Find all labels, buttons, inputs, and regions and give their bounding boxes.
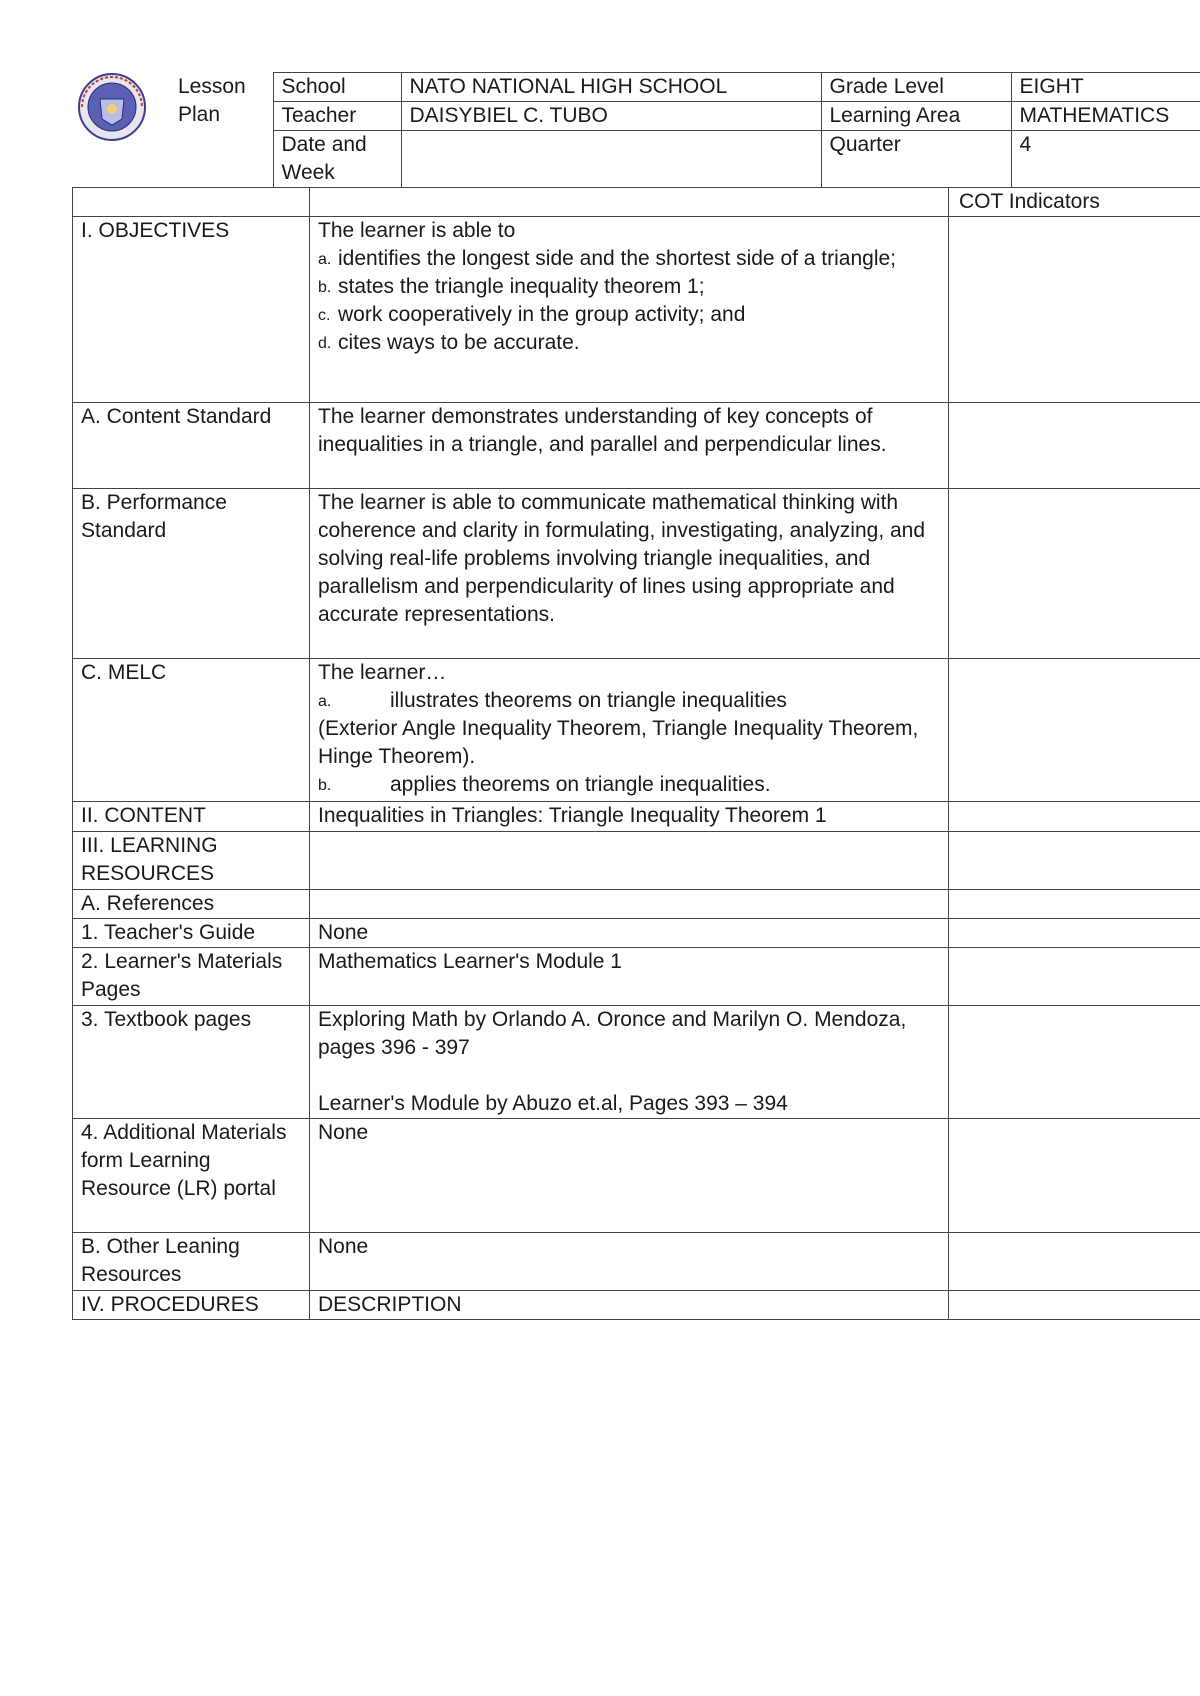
learners-materials-label: 2. Learner's Materials Pages xyxy=(73,948,310,1006)
melc-label: C. MELC xyxy=(73,659,310,802)
list-text: cites ways to be accurate. xyxy=(338,331,580,354)
list-text: applies theorems on triangle inequalities. xyxy=(390,773,771,796)
additional-materials-value: None xyxy=(310,1119,949,1233)
list-text: identifies the longest side and the shortest side of a triangle; xyxy=(338,247,897,270)
blank-cell xyxy=(310,188,949,217)
cot-cell xyxy=(949,832,1200,890)
spacer xyxy=(318,1062,940,1090)
lesson-table xyxy=(72,187,1200,1320)
melc-cell xyxy=(310,659,949,802)
deped-seal-icon xyxy=(72,73,152,141)
table-row xyxy=(73,1119,1200,1233)
table-row xyxy=(73,659,1200,802)
melc-intro: The learner… xyxy=(318,661,447,684)
table-row xyxy=(73,802,1200,832)
school-value: NATO NATIONAL HIGH SCHOOL xyxy=(401,73,821,102)
objectives-label: I. OBJECTIVES xyxy=(73,217,310,403)
performance-standard-label: B. Performance Standard xyxy=(73,489,310,659)
list-text: work cooperatively in the group activity; and xyxy=(338,303,746,326)
cot-cell xyxy=(949,1006,1200,1119)
teacher-label: Teacher xyxy=(273,102,401,131)
quarter-label: Quarter xyxy=(821,131,1011,188)
table-row xyxy=(73,489,1200,659)
doc-title: Lesson Plan xyxy=(178,74,246,126)
list-marker: a. xyxy=(318,693,332,710)
learners-materials-value: Mathematics Learner's Module 1 xyxy=(310,948,949,1006)
list-text: illustrates theorems on triangle inequalities xyxy=(390,689,787,712)
list-marker: b. xyxy=(318,279,332,296)
table-row xyxy=(73,188,1200,217)
grade-level-value: EIGHT xyxy=(1011,73,1200,102)
learning-area-value: MATHEMATICS xyxy=(1011,102,1200,131)
references-label: A. References xyxy=(73,890,310,919)
learning-resources-label: III. LEARNING RESOURCES xyxy=(73,832,310,890)
textbook-line-2: Learner's Module by Abuzo et.al, Pages 393 – 394 xyxy=(318,1092,788,1115)
cot-cell xyxy=(949,890,1200,919)
header-table xyxy=(72,72,1200,188)
cot-cell xyxy=(949,948,1200,1006)
content-text: Inequalities in Triangles: Triangle Inequality Theorem 1 xyxy=(310,802,949,832)
list-marker: d. xyxy=(318,335,332,352)
cot-cell xyxy=(949,403,1200,489)
date-week-label: Date and Week xyxy=(273,131,401,188)
blank-cell xyxy=(310,832,949,890)
melc-continuation: (Exterior Angle Inequality Theorem, Triangle Inequality Theorem, Hinge Theorem). xyxy=(318,717,919,768)
cot-cell xyxy=(949,802,1200,832)
date-week-value xyxy=(401,131,821,188)
cot-cell xyxy=(949,217,1200,403)
table-row xyxy=(73,1233,1200,1291)
cot-cell xyxy=(949,1291,1200,1320)
teachers-guide-value: None xyxy=(310,919,949,948)
list-item xyxy=(318,329,940,357)
list-item xyxy=(318,771,940,799)
content-label: II. CONTENT xyxy=(73,802,310,832)
list-marker: a. xyxy=(318,251,332,268)
content-standard-text: The learner demonstrates understanding of key concepts of inequalities in a triangle, and parallel and perpendicular lines. xyxy=(310,403,949,489)
table-row xyxy=(73,919,1200,948)
cot-indicators-header: COT Indicators xyxy=(949,188,1200,217)
grade-level-label: Grade Level xyxy=(821,73,1011,102)
table-row xyxy=(73,217,1200,403)
list-item xyxy=(318,687,940,715)
logo-cell xyxy=(72,73,273,188)
blank-cell xyxy=(310,890,949,919)
cot-cell xyxy=(949,1233,1200,1291)
list-text: states the triangle inequality theorem 1; xyxy=(338,275,705,298)
quarter-value: 4 xyxy=(1011,131,1200,188)
teachers-guide-label: 1. Teacher's Guide xyxy=(73,919,310,948)
objectives-cell xyxy=(310,217,949,403)
cot-cell xyxy=(949,489,1200,659)
blank-cell xyxy=(73,188,310,217)
list-marker: b. xyxy=(318,777,332,794)
content-standard-label: A. Content Standard xyxy=(73,403,310,489)
cot-cell xyxy=(949,919,1200,948)
performance-standard-text: The learner is able to communicate mathematical thinking with coherence and clarity in formulating, investigating, analyzing, and solving real-life problems involving triangle inequalities, and parallelism and perpendicularity of lines using appropriate and accurate representations. xyxy=(310,489,949,659)
list-item xyxy=(318,301,940,329)
procedures-value: DESCRIPTION xyxy=(310,1291,949,1320)
table-row xyxy=(73,832,1200,890)
textbook-pages-cell xyxy=(310,1006,949,1119)
learning-area-label: Learning Area xyxy=(821,102,1011,131)
textbook-line-1: Exploring Math by Orlando A. Oronce and Marilyn O. Mendoza, pages 396 - 397 xyxy=(318,1008,907,1059)
cot-cell xyxy=(949,659,1200,802)
list-marker: c. xyxy=(318,307,331,324)
objectives-intro: The learner is able to xyxy=(318,219,516,242)
table-row xyxy=(73,948,1200,1006)
list-item xyxy=(318,273,940,301)
textbook-pages-label: 3. Textbook pages xyxy=(73,1006,310,1119)
table-row xyxy=(73,403,1200,489)
table-row xyxy=(73,1006,1200,1119)
school-label: School xyxy=(273,73,401,102)
table-row xyxy=(73,890,1200,919)
list-item xyxy=(318,245,940,273)
cot-cell xyxy=(949,1119,1200,1233)
other-resources-value: None xyxy=(310,1233,949,1291)
lesson-plan-page xyxy=(72,72,1200,1320)
table-row xyxy=(73,1291,1200,1320)
other-resources-label: B. Other Leaning Resources xyxy=(73,1233,310,1291)
additional-materials-label: 4. Additional Materials form Learning Resource (LR) portal xyxy=(73,1119,310,1233)
teacher-value: DAISYBIEL C. TUBO xyxy=(401,102,821,131)
objectives-list xyxy=(318,245,940,357)
procedures-label: IV. PROCEDURES xyxy=(73,1291,310,1320)
